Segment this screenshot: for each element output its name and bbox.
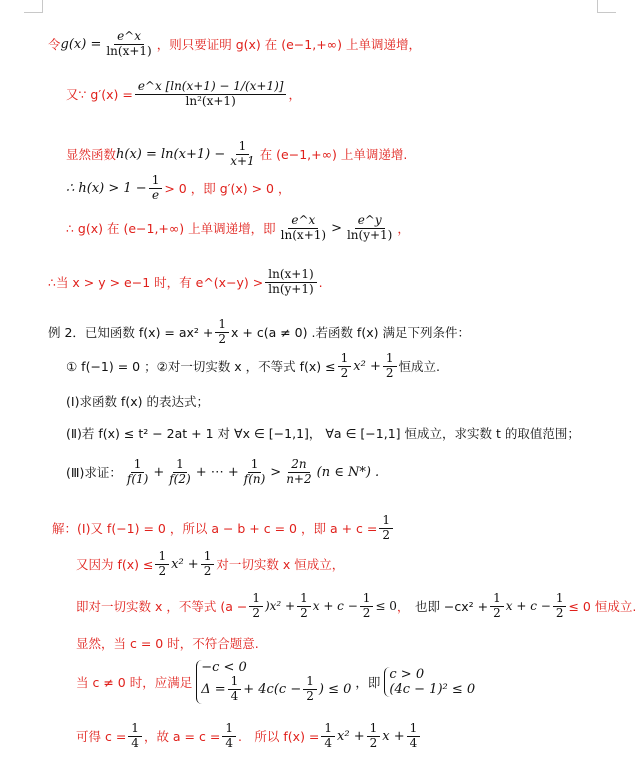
numerator: e^x [ln(x+1) − 1/(x+1)]: [135, 80, 287, 95]
example-2-conditions: [66, 352, 440, 381]
math: x + c −: [312, 599, 358, 614]
math: + 4c(c −: [243, 681, 302, 697]
numerator: 1: [249, 592, 263, 607]
fraction: [490, 592, 504, 621]
denominator: 4: [324, 735, 333, 750]
denominator: 4: [225, 735, 233, 750]
numerator: 1: [173, 458, 187, 473]
page-corner-mark-right: [597, 0, 616, 13]
denominator: f(2): [169, 471, 191, 486]
denominator: 2: [300, 605, 308, 620]
numerator: 1: [553, 592, 567, 607]
fraction: [383, 352, 397, 381]
numerator: 1: [407, 722, 421, 737]
text: 显然，当 c = 0 时，不符合题意.: [76, 636, 259, 651]
line-derivative-g: [66, 80, 301, 109]
solution-inequality-expanded: [76, 592, 636, 621]
text: (Ⅲ)求证：: [66, 465, 122, 481]
denominator: 2: [555, 605, 564, 620]
text: ，: [396, 599, 409, 614]
solution-part-1: [52, 514, 395, 543]
text: x + c(a ≠ 0) .若函数 f(x) 满足下列条件：: [231, 325, 470, 341]
numerator: 1: [248, 458, 262, 473]
text: ≤ 0 恒成立.: [568, 599, 637, 615]
denominator: 2: [369, 735, 378, 750]
fraction: [367, 722, 381, 751]
math: x + c −: [505, 599, 551, 614]
text: (Ⅱ)若 f(x) ≤ t² − 2at + 1 对 ∀x ∈ [−1,1]， ∀a ∈ [−1,1] 恒成立，求实数 t 的取值范围；: [66, 426, 580, 441]
text: 又因为 f(x) ≤: [76, 557, 154, 573]
fraction: [135, 80, 287, 109]
numerator: 1: [215, 318, 229, 333]
line-h-positive: [66, 174, 290, 203]
numerator: 1: [338, 352, 352, 367]
math: Δ =: [201, 681, 226, 697]
numerator: 1: [367, 722, 381, 737]
math: ∴ h(x) > 1 −: [66, 180, 147, 196]
denominator: x+1: [230, 153, 255, 168]
math: ≤ 0: [375, 599, 397, 614]
denominator: 2: [493, 605, 501, 620]
condition-2: (4c − 1)² ≤ 0: [389, 681, 476, 697]
fraction: [222, 722, 236, 751]
fraction: [278, 214, 329, 243]
fraction: [201, 550, 215, 579]
denominator: 2: [385, 365, 394, 380]
fraction: [303, 675, 317, 704]
fraction: [265, 268, 316, 297]
fraction: [241, 458, 269, 487]
question-1: [66, 392, 209, 410]
numerator: 2n: [288, 458, 309, 473]
fraction: [149, 174, 163, 203]
denominator: ln(y+1): [346, 227, 393, 242]
text: ，故 a = c =: [143, 729, 221, 745]
text: 也即 −cx² +: [414, 599, 489, 615]
math: ) ≤ 0: [318, 681, 352, 697]
fraction: [344, 214, 395, 243]
question-2: [66, 424, 580, 442]
fraction: [321, 722, 335, 751]
example-2-statement: [48, 318, 470, 347]
math: )x² +: [264, 599, 296, 614]
denominator: 2: [340, 365, 349, 380]
numerator: 1: [490, 592, 504, 607]
denominator: 4: [409, 735, 418, 750]
line-conclusion: [48, 268, 323, 297]
numerator: 1: [155, 550, 169, 565]
numerator: 1: [128, 722, 142, 737]
text: . 所以 f(x) =: [237, 729, 320, 745]
denominator: 2: [218, 331, 227, 346]
math: x² +: [171, 556, 199, 572]
numerator: 1: [201, 550, 215, 565]
denominator: 2: [252, 605, 260, 620]
text: 即对一切实数 x ，不等式 (a −: [76, 599, 248, 615]
denominator: ln²(x+1): [185, 93, 236, 108]
text: ，则只要证明 g(x) 在 (e−1,+∞) 上单调递增，: [156, 37, 421, 53]
fraction: [407, 722, 421, 751]
system-of-conditions: [196, 660, 351, 704]
solution-inequality: [76, 550, 344, 579]
fraction: [553, 592, 567, 621]
numerator: 1: [228, 675, 242, 690]
text: ，: [397, 221, 410, 237]
text: ∴当 x > y > e−1 时，有 e^(x−y) >: [48, 275, 264, 291]
numerator: 1: [222, 722, 236, 737]
numerator: 1: [379, 514, 393, 529]
math: x² +: [353, 358, 381, 374]
numerator: 1: [360, 592, 374, 607]
text: 可得 c =: [76, 729, 127, 745]
numerator: e^x: [114, 30, 144, 45]
denominator: f(1): [126, 471, 149, 486]
denominator: 2: [306, 688, 314, 703]
fraction: [228, 675, 242, 704]
denominator: 4: [230, 688, 239, 703]
solution-c-zero: [76, 634, 259, 652]
numerator: e^y: [355, 214, 385, 229]
solution-result: [76, 722, 422, 751]
text: ，: [288, 87, 301, 103]
denominator: 2: [362, 605, 371, 620]
fraction: [124, 458, 151, 487]
text: (Ⅰ)求函数 f(x) 的表达式；: [66, 394, 209, 409]
operator: + ⋯ +: [195, 464, 239, 480]
text: > 0 ，即 g′(x) > 0 ，: [164, 181, 291, 197]
numerator: e^x: [288, 214, 318, 229]
operator: >: [270, 464, 282, 480]
condition-2: [201, 675, 351, 704]
text: 又∵ g′(x) =: [66, 87, 133, 103]
text: 对一切实数 x 恒成立，: [216, 557, 345, 573]
text: ① f(−1) = 0 ；②对一切实数 x ，不等式 f(x) ≤: [66, 359, 336, 375]
denominator: f(n): [243, 471, 266, 486]
line-h-increasing: [66, 140, 407, 169]
math: g(x) =: [60, 36, 102, 52]
denominator: ln(x+1): [280, 227, 327, 242]
page-corner-mark-left: [24, 0, 43, 13]
denominator: ln(y+1): [268, 281, 314, 296]
numerator: ln(x+1): [265, 268, 316, 283]
text: 在 (e−1,+∞) 上单调递增.: [259, 147, 408, 163]
numerator: 1: [131, 458, 145, 473]
condition-1: c > 0: [389, 666, 425, 682]
numerator: 1: [303, 675, 317, 690]
text: 解：(Ⅰ)又 f(−1) = 0 ，所以 a − b + c = 0 ，即 a + c =: [52, 521, 378, 537]
system-simplified: [384, 667, 475, 697]
numerator: 1: [383, 352, 397, 367]
math: h(x) = ln(x+1) −: [116, 146, 226, 162]
operator: >: [331, 220, 342, 236]
denominator: e: [151, 187, 160, 202]
fraction: [338, 352, 352, 381]
text: 显然函数: [66, 147, 117, 163]
text: 恒成立.: [398, 359, 440, 375]
solution-c-nonzero: [76, 660, 479, 704]
text: ，即: [355, 674, 381, 690]
fraction: [379, 514, 393, 543]
text: 令: [48, 37, 61, 53]
math: x +: [382, 728, 405, 744]
denominator: 4: [131, 735, 139, 750]
condition-1: −c < 0: [201, 660, 247, 675]
fraction: [283, 458, 314, 487]
denominator: n+2: [286, 471, 312, 486]
denominator: 2: [382, 527, 390, 542]
line-define-g: [48, 30, 421, 59]
text: .: [318, 274, 323, 290]
fraction: [103, 30, 154, 59]
fraction: [128, 722, 142, 751]
denominator: 2: [158, 563, 167, 578]
line-g-increasing: [66, 214, 410, 243]
fraction: [166, 458, 193, 487]
math: (n ∈ N*) .: [316, 464, 380, 480]
numerator: 1: [297, 592, 311, 607]
fraction: [227, 140, 257, 169]
denominator: ln(x+1): [106, 43, 152, 58]
numerator: 1: [236, 140, 250, 155]
numerator: 1: [321, 722, 335, 737]
fraction: [249, 592, 263, 621]
fraction: [297, 592, 311, 621]
text: 例 2．已知函数 f(x) = ax² +: [48, 325, 214, 341]
text: ∴ g(x) 在 (e−1,+∞) 上单调递增，即: [66, 221, 276, 237]
question-3: (Ⅲ)求证： $\frac{1}{f(1)}$ + $\frac{1}{f(2)}$ + ⋯ + $\frac{1}{f(n)}$ > $\frac{2n}{n+2}$ (n ∈ N*) .: [66, 457, 380, 486]
denominator: 2: [203, 563, 212, 578]
numerator: 1: [149, 174, 163, 189]
fraction: [360, 592, 374, 621]
fraction: [155, 550, 169, 579]
math: x² +: [337, 728, 365, 744]
fraction: [215, 318, 229, 347]
text: 当 c ≠ 0 时，应满足: [76, 674, 193, 690]
